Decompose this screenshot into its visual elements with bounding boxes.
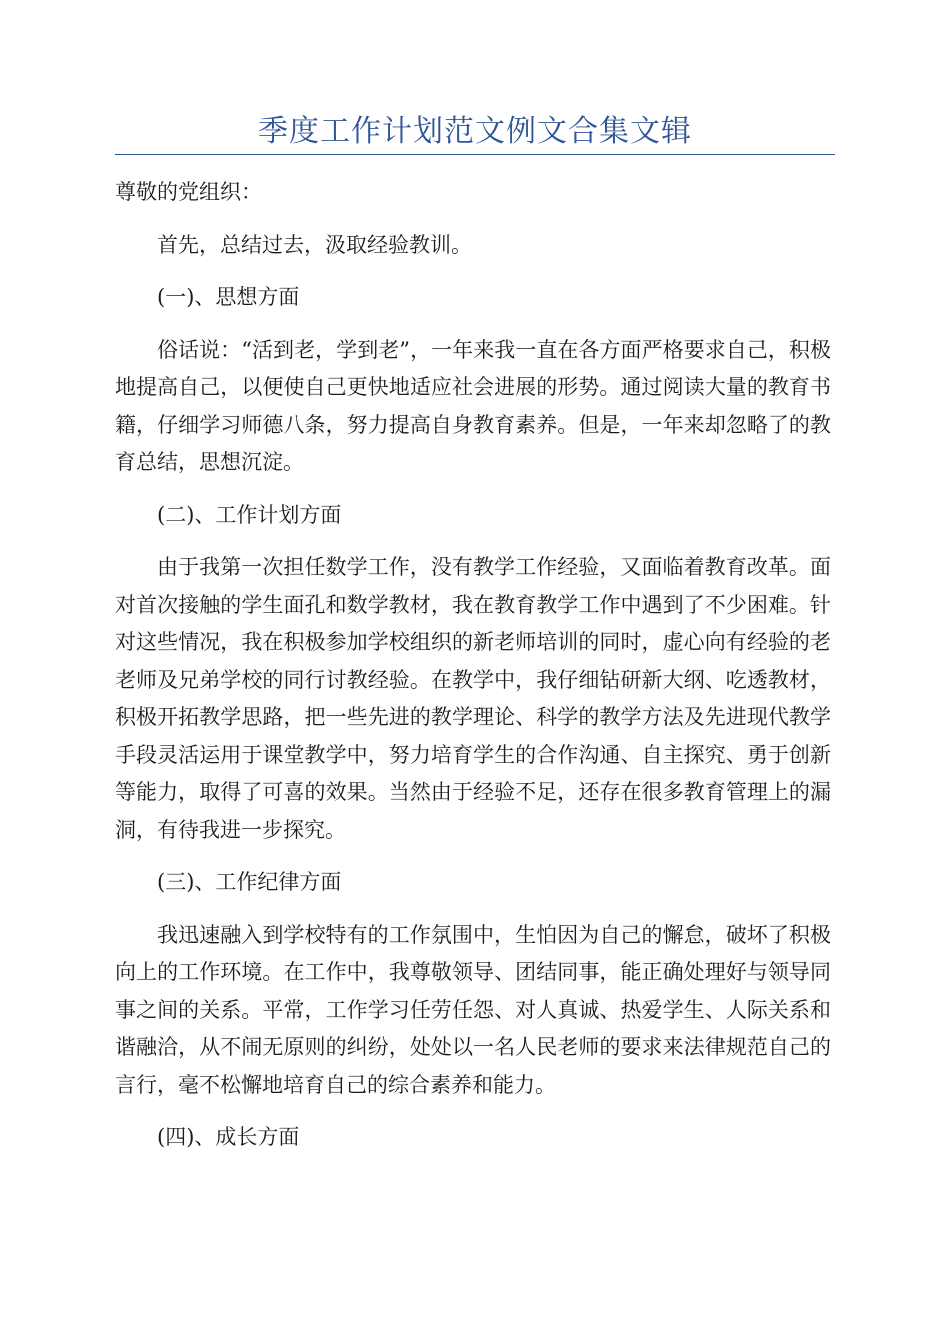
intro-paragraph: 首先，总结过去，汲取经验教训。 [157, 232, 472, 257]
section-heading-1: (一)、思想方面 [157, 285, 300, 309]
section-heading-4: (四)、成长方面 [157, 1125, 300, 1149]
greeting: 尊敬的党组织： [115, 180, 262, 204]
section-body-1: 俗话说：“活到老，学到老”，一年来我一直在各方面严格要求自己，积极地提高自己，以便使自己更快地适应社会进展的形势。通过阅读大量的教育书籍，仔细学习师德八条，努力提高自身教育素养。但是，一年来却忽略了的教育总结，思想沉淀。 [115, 337, 831, 474]
document-body [115, 174, 831, 1157]
document-title: 季度工作计划范文例文合集文辑 [258, 114, 692, 149]
section-body-2: 由于我第一次担任数学工作，没有教学工作经验，又面临着教育改革。面对首次接触的学生面孔和数学教材，我在教育教学工作中遇到了不少困难。针对这些情况，我在积极参加学校组织的新老师培训的同时，虚心向有经验的老老师及兄弟学校的同行讨教经验。在教学中，我仔细钻研新大纲、吃透教材，积极开拓教学思路，把一些先进的教学理论、科学的教学方法及先进现代教学手段灵活运用于课堂教学中，努力培育学生的合作沟通、自主探究、勇于创新等能力，取得了可喜的效果。当然由于经验不足，还存在很多教育管理上的漏洞，有待我进一步探究。 [115, 555, 831, 842]
section-heading-3: (三)、工作纪律方面 [157, 870, 342, 894]
title-underline [115, 154, 835, 155]
section-body-3: 我迅速融入到学校特有的工作氛围中，生怕因为自己的懈怠，破坏了积极向上的工作环境。在工作中，我尊敬领导、团结同事，能正确处理好与领导同事之间的关系。平常，工作学习任劳任怨、对人真诚、热爱学生、人际关系和谐融洽，从不闹无原则的纠纷，处处以一名人民老师的要求来法律规范自己的言行，毫不松懈地培育自己的综合素养和能力。 [115, 922, 831, 1097]
section-heading-2: (二)、工作计划方面 [157, 502, 342, 527]
